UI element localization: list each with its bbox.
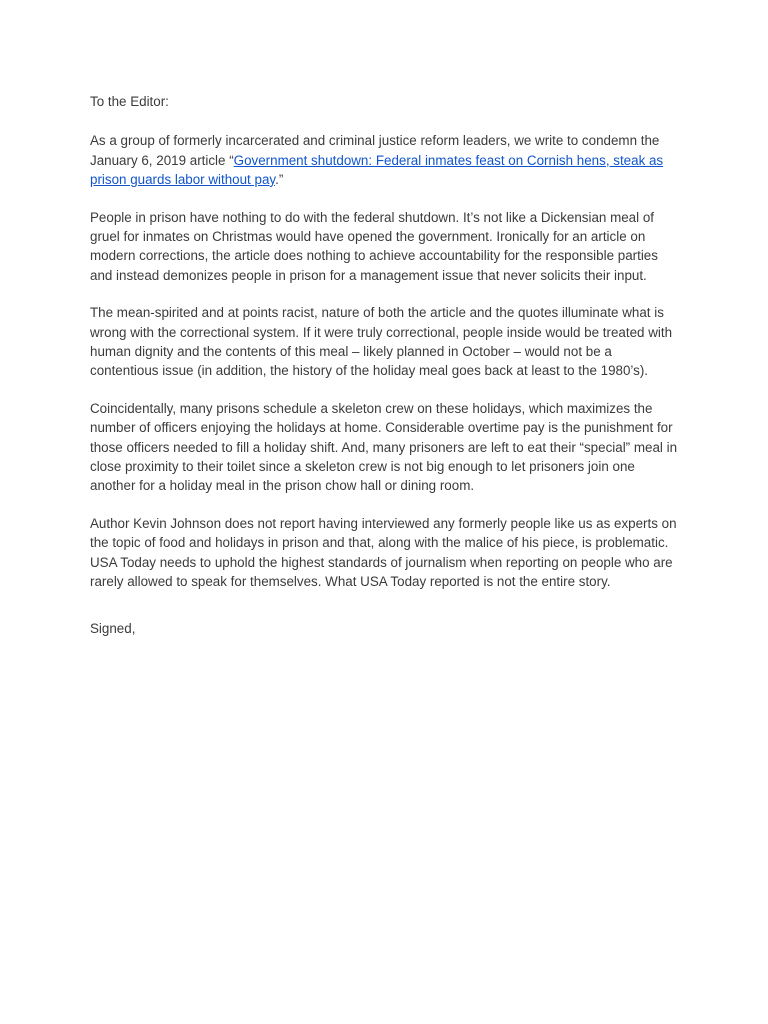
article-link[interactable]: Government shutdown: Federal inmates feast on Cornish hens, steak as prison guards labor without pay bbox=[90, 152, 664, 187]
intro-text-end: .” bbox=[275, 171, 284, 187]
signoff: Signed, bbox=[90, 621, 136, 637]
intro-text: As a group of formerly incarcerated and criminal justice reform leaders, we write to condemn the January 6, 2019 article “ bbox=[90, 133, 660, 168]
letter-body bbox=[90, 92, 682, 639]
paragraph-correctional-system: The mean-spirited and at points racist, nature of both the article and the quotes illuminate what is wrong with the correctional system. If it were truly correctional, people inside would be treated with human dignity and the contents of this meal – likely planned in October – would not be a contentious issue (in addition, the history of the holiday meal goes back at least to the 1980’s). bbox=[90, 305, 673, 379]
salutation: To the Editor: bbox=[90, 94, 169, 109]
paragraph-skeleton-crew: Coincidentally, many prisons schedule a skeleton crew on these holidays, which maximizes the number of officers enjoying the holidays at home. Considerable overtime pay is the punishment for those officers needed to fill a holiday shift. And, many prisoners are left to eat their “special” meal in close proximity to their toilet since a skeleton crew is not big enough to let prisoners join one another for a holiday meal in the prison chow hall or dining room. bbox=[90, 401, 678, 494]
paragraph-author: Author Kevin Johnson does not report having interviewed any formerly people like us as experts on the topic of food and holidays in prison and that, along with the malice of his piece, is problematic. USA Today needs to uphold the highest standards of journalism when reporting on people who are rarely allowed to speak for themselves. What USA Today reported is not the entire story. bbox=[90, 516, 677, 589]
paragraph-intro bbox=[90, 131, 682, 189]
paragraph-shutdown: People in prison have nothing to do with the federal shutdown. It’s not like a Dickensian meal of gruel for inmates on Christmas would have opened the government. Ironically for an article on modern corrections, the article does nothing to achieve accountability for the responsible parties and instead demonizes people in prison for a management issue that never solicits their input. bbox=[90, 209, 658, 283]
